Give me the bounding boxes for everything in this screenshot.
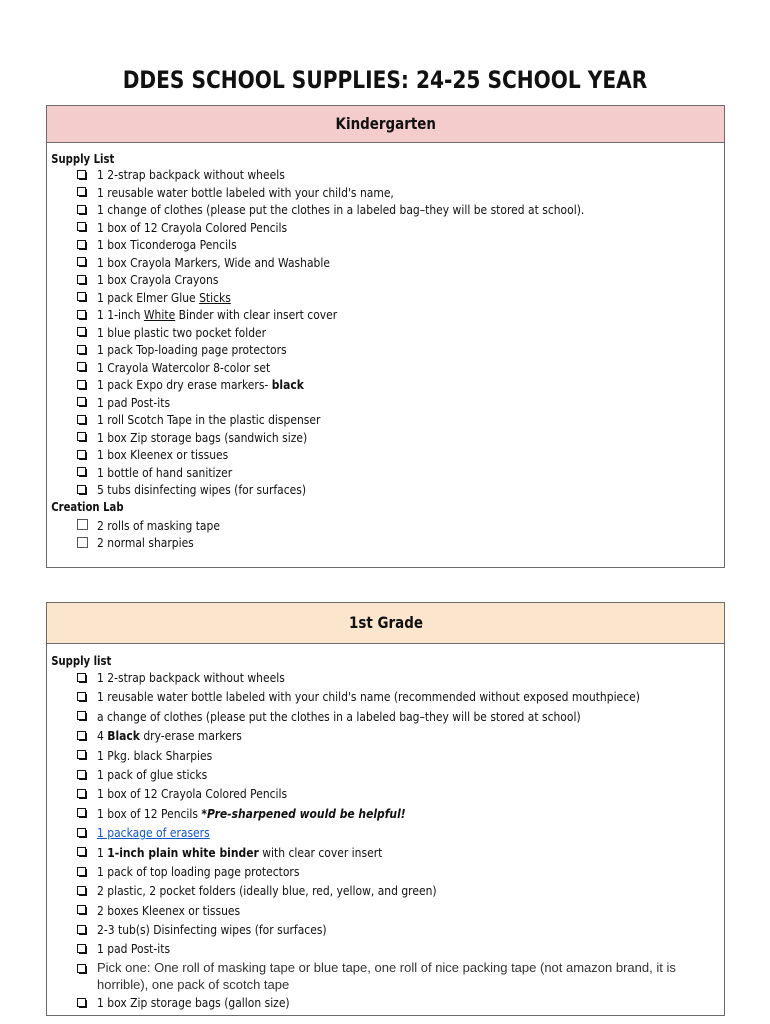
list-item: 1 box Ticonderoga Pencils bbox=[47, 236, 724, 254]
list-item: 1 box Crayola Markers, Wide and Washable bbox=[47, 254, 724, 272]
checkbox[interactable] bbox=[77, 537, 88, 548]
list-item: 1 box Zip storage bags (sandwich size) bbox=[47, 429, 724, 447]
list-item: 1 Pkg. black Sharpies bbox=[47, 746, 724, 765]
black-word: Black bbox=[107, 728, 140, 744]
checkbox-bullet-icon bbox=[77, 886, 86, 895]
checkbox-bullet-icon bbox=[77, 292, 86, 301]
creation-lab-label: Creation Lab bbox=[51, 499, 124, 514]
checkbox-bullet-icon bbox=[77, 205, 86, 214]
page-title: DDES SCHOOL SUPPLIES: 24-25 SCHOOL YEAR bbox=[122, 66, 648, 94]
first-grade-supply-list bbox=[47, 668, 724, 1012]
kindergarten-heading: Kindergarten bbox=[47, 106, 724, 143]
pencils-note: *Pre-sharpened would be helpful! bbox=[201, 805, 406, 821]
list-item: 1 1-inch plain white binder with clear cover insert bbox=[47, 843, 724, 862]
glue-sticks-word: Sticks bbox=[199, 289, 231, 305]
supply-list-label: Supply list bbox=[51, 654, 112, 668]
checkbox-bullet-icon bbox=[77, 750, 86, 759]
checkbox-bullet-icon bbox=[77, 397, 86, 406]
checkbox-bullet-icon bbox=[77, 944, 86, 953]
list-item: 1 pack of glue sticks bbox=[47, 765, 724, 784]
list-item: 1 reusable water bottle labeled with your child's name, bbox=[47, 184, 724, 202]
checkbox-bullet-icon bbox=[77, 380, 86, 389]
checkbox-bullet-icon bbox=[77, 310, 86, 319]
checkbox-bullet-icon bbox=[77, 257, 86, 266]
list-item: 1 bottle of hand sanitizer bbox=[47, 464, 724, 482]
list-item[interactable]: 2 rolls of masking tape bbox=[47, 517, 724, 535]
list-item: 1 1-inch White Binder with clear insert cover bbox=[47, 306, 724, 324]
list-item: 1 roll Scotch Tape in the plastic dispenser bbox=[47, 411, 724, 429]
list-item: 1 pack of top loading page protectors bbox=[47, 862, 724, 881]
checkbox-bullet-icon bbox=[77, 345, 86, 354]
list-item: 1 box of 12 Crayola Colored Pencils bbox=[47, 219, 724, 237]
list-item: 1 pack Elmer Glue Sticks bbox=[47, 289, 724, 307]
checkbox-bullet-icon bbox=[77, 828, 86, 837]
erasers-link[interactable]: 1 package of erasers bbox=[97, 825, 210, 841]
checkbox-bullet-icon bbox=[77, 711, 86, 720]
checkbox-bullet-icon bbox=[77, 275, 86, 284]
list-item: 1 2-strap backpack without wheels bbox=[47, 166, 724, 184]
list-item: 1 blue plastic two pocket folder bbox=[47, 324, 724, 342]
list-item: 1 pack Top-loading page protectors bbox=[47, 341, 724, 359]
checkbox-bullet-icon bbox=[77, 964, 86, 973]
checkbox-bullet-icon bbox=[77, 692, 86, 701]
checkbox-bullet-icon bbox=[77, 925, 86, 934]
checkbox-bullet-icon bbox=[77, 327, 86, 336]
list-item: 1 Crayola Watercolor 8-color set bbox=[47, 359, 724, 377]
list-item: Pick one: One roll of masking tape or blue tape, one roll of nice packing tape (not amazon brand, it is horrible), one pack of scotch tape bbox=[47, 959, 724, 993]
checkbox-bullet-icon bbox=[77, 808, 86, 817]
checkbox-bullet-icon bbox=[77, 432, 86, 441]
list-item bbox=[47, 823, 724, 842]
checkbox-bullet-icon bbox=[77, 789, 86, 798]
list-item: 1 box of 12 Crayola Colored Pencils bbox=[47, 784, 724, 803]
list-item: 5 tubs disinfecting wipes (for surfaces) bbox=[47, 481, 724, 499]
kindergarten-section bbox=[46, 105, 725, 568]
list-item: a change of clothes (please put the clothes in a labeled bag–they will be stored at school) bbox=[47, 707, 724, 726]
supply-list-label: Supply List bbox=[51, 152, 115, 166]
checkbox-bullet-icon bbox=[77, 770, 86, 779]
list-item: 1 change of clothes (please put the clothes in a labeled bag–they will be stored at school). bbox=[47, 201, 724, 219]
checkbox-bullet-icon bbox=[77, 731, 86, 740]
black-word: black bbox=[271, 377, 304, 392]
list-item: 1 box Kleenex or tissues bbox=[47, 446, 724, 464]
list-item: 2-3 tub(s) Disinfecting wipes (for surfaces) bbox=[47, 920, 724, 939]
list-item: 1 box Crayola Crayons bbox=[47, 271, 724, 289]
list-item: 1 box of 12 Pencils *Pre-sharpened would be helpful! bbox=[47, 804, 724, 823]
checkbox-bullet-icon bbox=[77, 867, 86, 876]
checkbox-bullet-icon bbox=[77, 450, 86, 459]
checkbox-bullet-icon bbox=[77, 170, 86, 179]
checkbox[interactable] bbox=[77, 519, 88, 530]
first-grade-section bbox=[46, 602, 725, 1016]
list-item: 2 boxes Kleenex or tissues bbox=[47, 901, 724, 920]
checkbox-bullet-icon bbox=[77, 998, 86, 1007]
checkbox-bullet-icon bbox=[77, 187, 86, 196]
list-item: 1 pad Post-its bbox=[47, 939, 724, 958]
checkbox-bullet-icon bbox=[77, 673, 86, 682]
binder-bold-text: 1-inch plain white binder bbox=[107, 844, 259, 860]
checkbox-bullet-icon bbox=[77, 415, 86, 424]
checkbox-bullet-icon bbox=[77, 362, 86, 371]
checkbox-bullet-icon bbox=[77, 222, 86, 231]
checkbox-bullet-icon bbox=[77, 905, 86, 914]
list-item: 1 pad Post-its bbox=[47, 394, 724, 412]
list-item: 1 2-strap backpack without wheels bbox=[47, 668, 724, 687]
list-item: 1 box Zip storage bags (gallon size) bbox=[47, 993, 724, 1012]
creation-lab-list bbox=[47, 517, 724, 552]
list-item: 1 pack Expo dry erase markers- black bbox=[47, 376, 724, 394]
list-item[interactable]: 2 normal sharpies bbox=[47, 534, 724, 552]
checkbox-bullet-icon bbox=[77, 240, 86, 249]
kindergarten-supply-list bbox=[47, 166, 724, 499]
list-item: 2 plastic, 2 pocket folders (ideally blue, red, yellow, and green) bbox=[47, 881, 724, 900]
checkbox-bullet-icon bbox=[77, 847, 86, 856]
checkbox-bullet-icon bbox=[77, 485, 86, 494]
binder-white-word: White bbox=[143, 307, 176, 322]
list-item: 1 reusable water bottle labeled with your child's name (recommended without exposed mouthpiece) bbox=[47, 687, 724, 706]
checkbox-bullet-icon bbox=[77, 467, 86, 476]
list-item: 4 Black dry-erase markers bbox=[47, 726, 724, 745]
first-grade-heading: 1st Grade bbox=[47, 603, 724, 644]
